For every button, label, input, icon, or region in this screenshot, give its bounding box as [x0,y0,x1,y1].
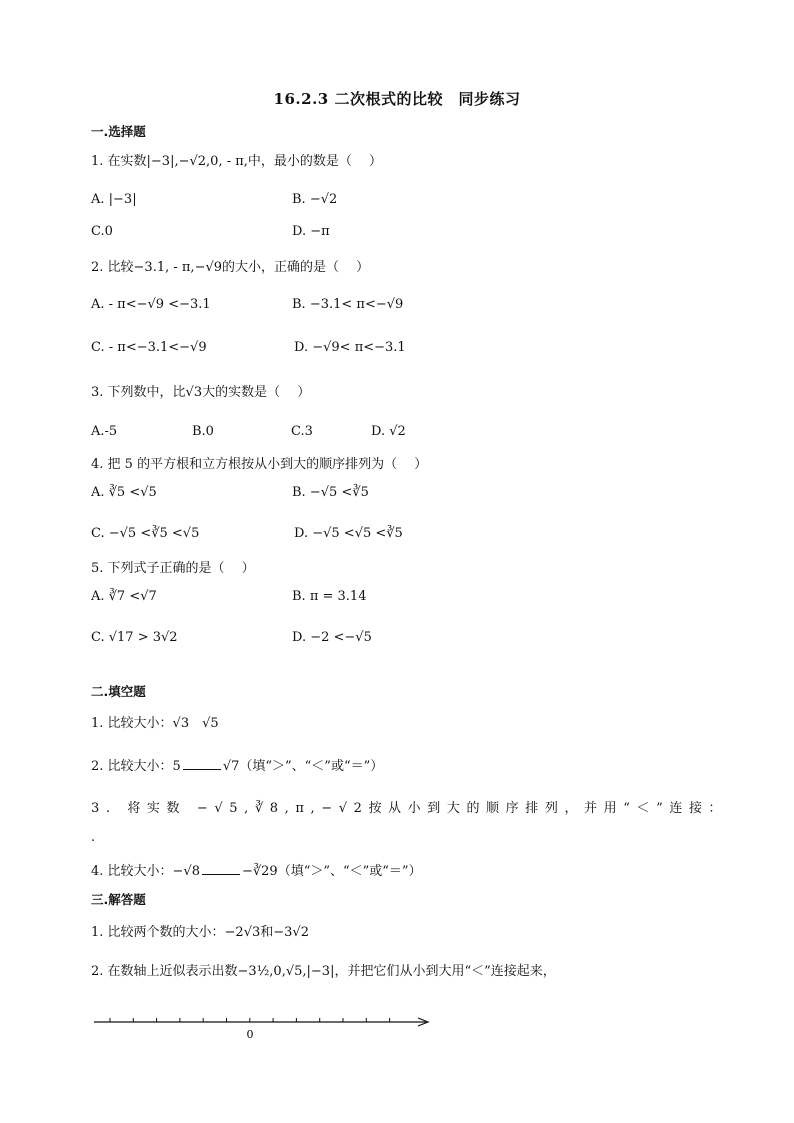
q1-option-c: C.0 [91,224,113,239]
solve-q2: 2. 在数轴上近似表示出数−3½,0,√5,|−3|，并把它们从小到大用“＜”连接起来， [91,964,556,979]
q4-stem: 4. 把 5 的平方根和立方根按从小到大的顺序排列为（ ） [91,457,428,472]
q2-option-a: A. - π<−√9 <−3.1 [91,297,211,312]
fill-q2-suffix: √7（填“＞”、“＜”或“＝”） [222,759,384,774]
fill-q2 [91,755,383,774]
q1-option-d: D. −π [292,224,330,239]
fill-q1: 1. 比较大小：√3 √5 [91,716,219,731]
fill-q2-prefix: 2. 比较大小：5 [91,759,181,774]
q3-option-d: D. √2 [371,424,406,439]
q3-option-c: C.3 [291,424,313,439]
section-fill-heading: 二.填空题 [91,684,146,699]
section-choice-heading: 一.选择题 [91,124,146,139]
q1-stem: 1. 在实数|−3|,−√2,0, - π,中，最小的数是（ ） [91,154,383,169]
q2-stem: 2. 比较−3.1, - π,−√9的大小，正确的是（ ） [91,260,370,275]
fill-q4-prefix: 4. 比较大小：−√8 [91,864,200,879]
solve-q1: 1. 比较两个数的大小：−2√3和−3√2 [91,925,309,940]
q5-option-d: D. −2 <−√5 [292,630,372,645]
q5-option-c: C. √17 > 3√2 [91,630,178,645]
q1-option-b: B. −√2 [292,192,338,207]
q2-option-b: B. −3.1< π<−√9 [292,297,404,312]
q2-option-d: D. −√9< π<−3.1 [294,340,406,355]
fill-q4 [91,860,422,879]
number-line-origin-label: 0 [246,1028,254,1041]
q3-option-b: B.0 [192,424,214,439]
q5-option-b: B. π = 3.14 [292,589,367,604]
q3-option-a: A.-5 [91,424,118,439]
fill-q4-blank[interactable] [202,862,240,875]
number-line [88,1008,438,1048]
fill-q3: 3. 将实数 −√5,∛8,π,−√2按从小到大的顺序排列，并用“＜”连接： [91,801,729,816]
q2-option-c: C. - π<−3.1<−√9 [91,340,207,355]
q4-option-b: B. −√5 <∛5 [292,485,369,500]
q5-option-a: A. ∛7 <√7 [91,589,157,604]
fill-q2-blank[interactable] [183,757,221,770]
q4-option-c: C. −√5 <∛5 <√5 [91,526,200,541]
q4-option-d: D. −√5 <√5 <∛5 [294,526,403,541]
page-title: 16.2.3 二次根式的比较 同步练习 [273,90,521,108]
section-solve-heading: 三.解答题 [91,892,146,907]
q3-stem: 3. 下列数中，比√3大的实数是（ ） [91,385,311,400]
fill-q3-continuation: . [91,830,96,845]
q1-option-a: A. |−3| [91,192,137,207]
q4-option-a: A. ∛5 <√5 [91,485,157,500]
fill-q4-suffix: −∛29（填“＞”、“＜”或“＝”） [241,864,422,879]
q5-stem: 5. 下列式子正确的是（ ） [91,561,255,576]
